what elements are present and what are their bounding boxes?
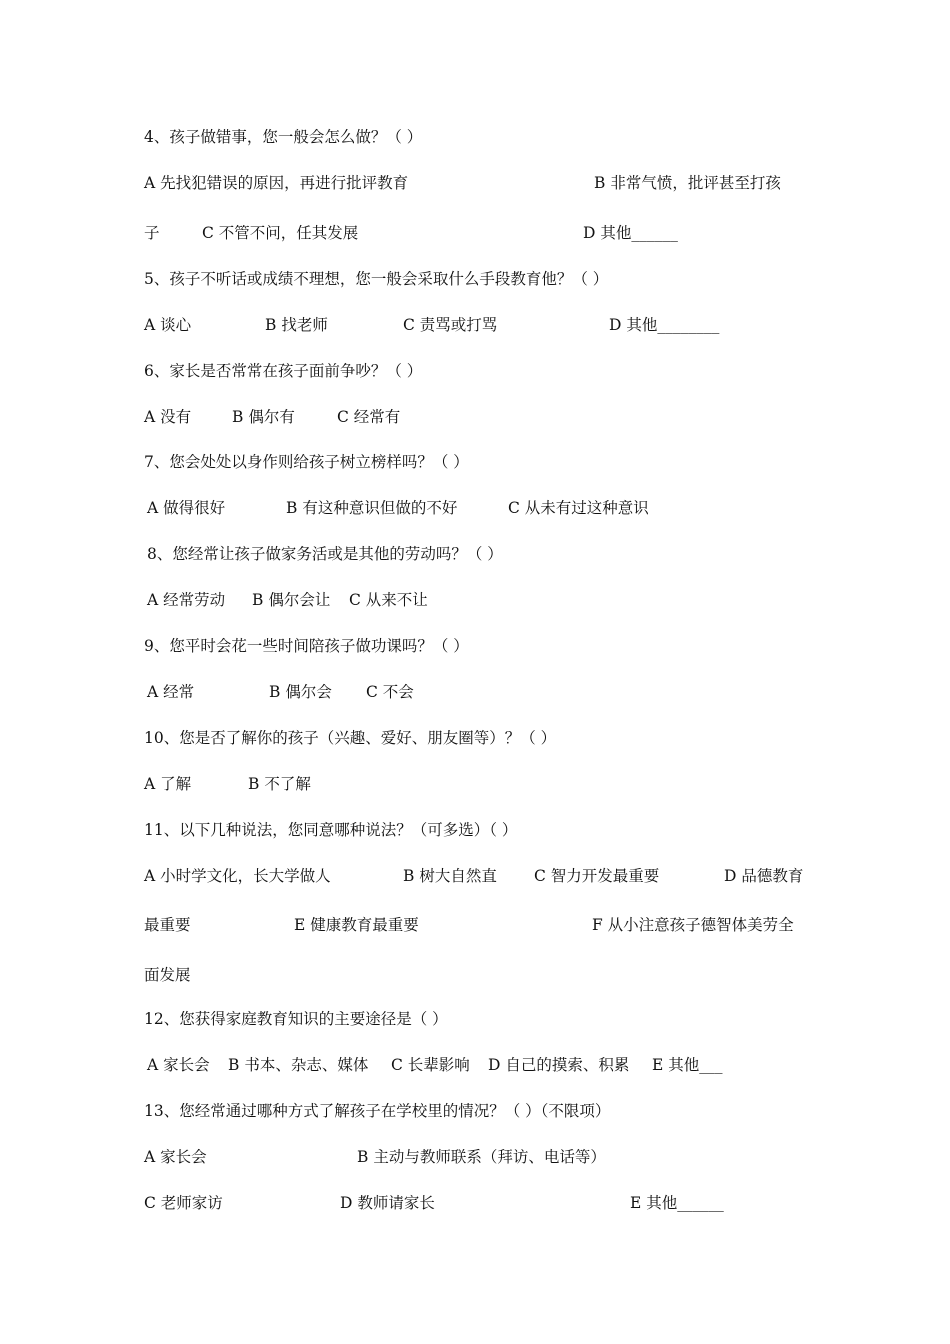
option-12c: C 长辈影响 bbox=[391, 1056, 470, 1074]
question-7: 7、您会处处以身作则给孩子树立榜样吗？（ ） bbox=[144, 453, 469, 471]
option-12e: E 其他___ bbox=[652, 1056, 723, 1074]
option-13b: B 主动与教师联系（拜访、电话等） bbox=[357, 1148, 606, 1166]
option-11d-cont: 最重要 bbox=[144, 916, 191, 934]
question-6: 6、家长是否常常在孩子面前争吵？（ ） bbox=[144, 362, 423, 380]
option-6a: A 没有 bbox=[144, 408, 192, 426]
question-8: 8、您经常让孩子做家务活或是其他的劳动吗？（ ） bbox=[147, 545, 503, 563]
option-6b: B 偶尔有 bbox=[232, 408, 295, 426]
option-5b: B 找老师 bbox=[265, 316, 328, 334]
option-7a: A 做得很好 bbox=[147, 499, 226, 517]
option-9b: B 偶尔会 bbox=[269, 683, 332, 701]
option-8b: B 偶尔会让 bbox=[252, 591, 331, 609]
option-4c: C 不管不问，任其发展 bbox=[202, 224, 359, 242]
option-9a: A 经常 bbox=[147, 683, 195, 701]
option-13e: E 其他______ bbox=[630, 1194, 724, 1212]
option-10a: A 了解 bbox=[144, 775, 192, 793]
option-11c: C 智力开发最重要 bbox=[534, 867, 660, 885]
option-12d: D 自己的摸索、积累 bbox=[488, 1056, 630, 1074]
option-11f: F 从小注意孩子德智体美劳全 bbox=[592, 916, 794, 934]
option-8c: C 从来不让 bbox=[349, 591, 428, 609]
question-5: 5、孩子不听话或成绩不理想，您一般会采取什么手段教育他？（ ） bbox=[144, 270, 609, 288]
option-7b: B 有这种意识但做的不好 bbox=[286, 499, 458, 517]
option-10b: B 不了解 bbox=[248, 775, 311, 793]
option-4d: D 其他______ bbox=[583, 224, 678, 242]
option-13d: D 教师请家长 bbox=[340, 1194, 435, 1212]
question-9: 9、您平时会花一些时间陪孩子做功课吗？（ ） bbox=[144, 637, 469, 655]
question-10: 10、您是否了解你的孩子（兴趣、爱好、朋友圈等）？（ ） bbox=[144, 729, 557, 747]
question-12: 12、您获得家庭教育知识的主要途径是（ ） bbox=[144, 1010, 448, 1028]
option-11d: D 品德教育 bbox=[724, 867, 804, 885]
option-4b-cont: 子 bbox=[144, 224, 160, 242]
option-4b: B 非常气愤，批评甚至打孩 bbox=[594, 174, 781, 192]
option-11b: B 树大自然直 bbox=[403, 867, 497, 885]
option-11f-cont: 面发展 bbox=[144, 966, 191, 984]
option-9c: C 不会 bbox=[366, 683, 414, 701]
option-13c: C 老师家访 bbox=[144, 1194, 223, 1212]
question-11: 11、以下几种说法，您同意哪种说法？（可多选）（ ） bbox=[144, 821, 518, 839]
option-4a: A 先找犯错误的原因，再进行批评教育 bbox=[144, 174, 409, 192]
option-13a: A 家长会 bbox=[144, 1148, 207, 1166]
question-13: 13、您经常通过哪种方式了解孩子在学校里的情况？（ ）（不限项） bbox=[144, 1102, 611, 1120]
option-5a: A 谈心 bbox=[144, 316, 192, 334]
option-8a: A 经常劳动 bbox=[147, 591, 226, 609]
option-12b: B 书本、杂志、媒体 bbox=[228, 1056, 369, 1074]
option-5d: D 其他________ bbox=[609, 316, 720, 334]
option-6c: C 经常有 bbox=[337, 408, 401, 426]
option-11a: A 小时学文化，长大学做人 bbox=[144, 867, 331, 885]
question-4: 4、孩子做错事，您一般会怎么做？（ ） bbox=[144, 128, 423, 146]
option-5c: C 责骂或打骂 bbox=[403, 316, 498, 334]
option-11e: E 健康教育最重要 bbox=[294, 916, 419, 934]
option-7c: C 从未有过这种意识 bbox=[508, 499, 649, 517]
option-12a: A 家长会 bbox=[147, 1056, 210, 1074]
